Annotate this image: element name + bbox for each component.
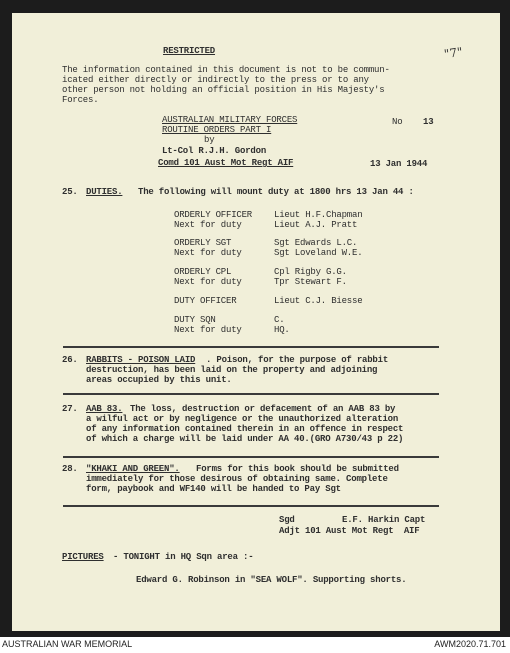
order-number-label: No [392,117,403,127]
khaki-text: Forms for this book should be submitted [196,464,399,474]
order-date: 13 Jan 1944 [370,159,428,169]
section-divider [63,393,439,395]
duty-role: Next for duty [174,220,242,230]
rabbits-text: destruction, has been laid on the property and adjoining [86,365,378,375]
aab-heading: AAB 83. [86,404,123,414]
duty-role: DUTY SQN [174,315,216,325]
duty-name: Lieut A.J. Pratt [274,220,358,230]
signed-label: Sgd [279,515,295,525]
rabbits-text: . Poison, for the purpose of rabbit [206,355,389,365]
duties-intro: The following will mount duty at 1800 hrs 13 Jan 44 : [138,187,414,197]
order-number: 13 [423,117,434,127]
notice-line: The information contained in this document is not to be commun- [62,65,390,75]
duty-name: HQ. [274,325,290,335]
pictures-text: Edward G. Robinson in "SEA WOLF". Supporting shorts. [136,575,407,585]
commanding-officer: Lt-Col R.J.H. Gordon [162,146,267,156]
duty-name: Cpl Rigby G.G. [274,267,347,277]
page-number-mark: "7" [443,44,464,62]
duty-role: ORDERLY SGT [174,238,232,248]
item-number: 27. [62,404,78,414]
by-label: by [204,135,215,145]
signatory-title: Adjt 101 Aust Mot Regt AIF [279,526,420,536]
notice-line: Forces. [62,95,99,105]
duty-role: ORDERLY CPL [174,267,232,277]
notice-line: icated either directly or indirectly to the press or to any [62,75,369,85]
aab-text: The loss, destruction or defacement of an AAB 83 by [130,404,396,414]
classification-heading: RESTRICTED [163,46,216,56]
rabbits-text: areas occupied by this unit. [86,375,232,385]
accession-number: AWM2020.71.701 [434,639,506,649]
khaki-text: immediately for those desirous of obtaining same. Complete [86,474,388,484]
item-number: 28. [62,464,78,474]
khaki-text: form, paybook and WF140 will be handed to Pay Sgt [86,484,341,494]
notice-line: other person not holding an official position in His Majesty's [62,85,385,95]
org-title: AUSTRALIAN MILITARY FORCES [162,115,298,125]
khaki-heading: "KHAKI AND GREEN". [86,464,180,474]
duties-heading: DUTIES. [86,187,123,197]
duty-name: Sgt Edwards L.C. [274,238,358,248]
rabbits-heading: RABBITS - POISON LAID [86,355,196,365]
command-title: Comd 101 Aust Mot Regt AIF [158,158,294,168]
duty-role: ORDERLY OFFICER [174,210,253,220]
duty-role: Next for duty [174,248,242,258]
section-divider [63,505,439,507]
signatory-name: E.F. Harkin Capt [342,515,426,525]
duty-name: Lieut C.J. Biesse [274,296,363,306]
duty-role: DUTY OFFICER [174,296,237,306]
duty-name: Sgt Loveland W.E. [274,248,363,258]
pictures-text: - TONIGHT in HQ Sqn area :- [113,552,254,562]
duty-name: Lieut H.F.Chapman [274,210,363,220]
duty-role: Next for duty [174,325,242,335]
aab-text: a wilful act or by negligence or the unauthorized alteration [86,414,399,424]
section-divider [63,346,439,348]
item-number: 25. [62,187,78,197]
item-number: 26. [62,355,78,365]
orders-title: ROUTINE ORDERS PART I [162,125,272,135]
duty-name: Tpr Stewart F. [274,277,347,287]
aab-text: of which a charge will be laid under AA 40.(GRO A730/43 p 22) [86,434,404,444]
duty-name: C. [274,315,285,325]
aab-text: of any information contained therein in an offence in respect [86,424,404,434]
duty-role: Next for duty [174,277,242,287]
section-divider [63,456,439,458]
archive-credit: AUSTRALIAN WAR MEMORIAL [2,639,133,649]
pictures-heading: PICTURES [62,552,104,562]
